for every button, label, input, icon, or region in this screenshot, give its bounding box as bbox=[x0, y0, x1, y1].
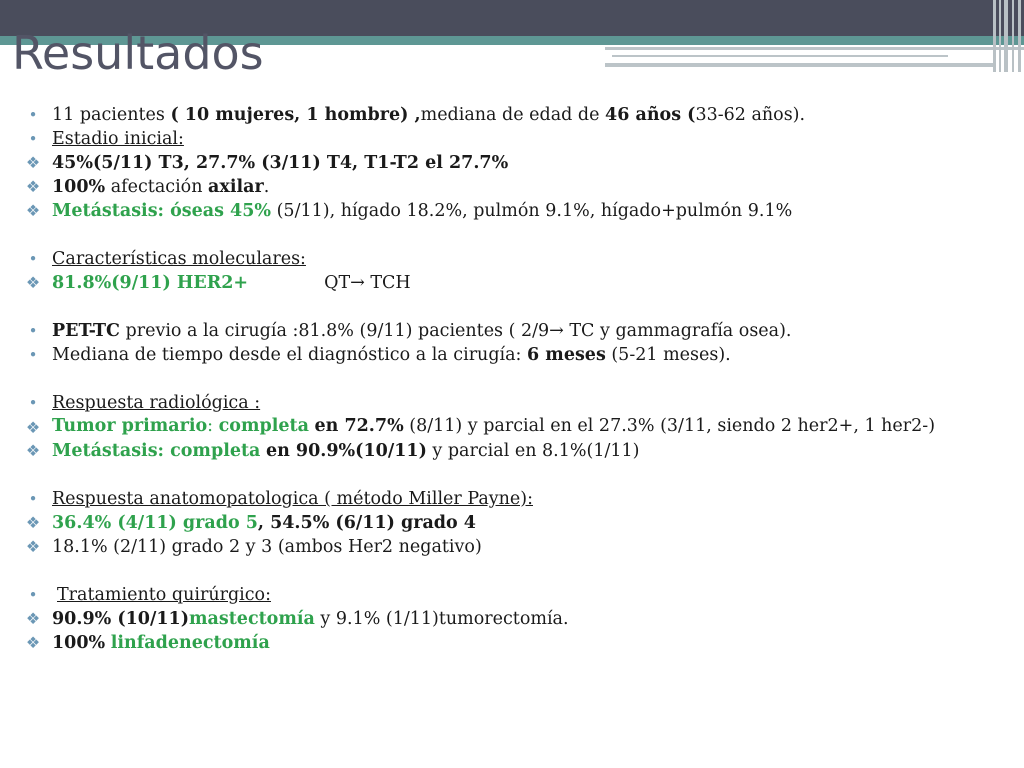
sub-bullet-item bbox=[22, 199, 1012, 223]
text-segment: 36.4% (4/11) grado 5 bbox=[52, 513, 258, 533]
text-segment: (8/11) y parcial en el 27.3% (3/11, siendo 2 her2+, 1 her2-) bbox=[403, 416, 936, 436]
bullet-item bbox=[22, 319, 1012, 343]
text-segment: axilar bbox=[208, 177, 264, 197]
text-segment: Características moleculares: bbox=[52, 249, 306, 269]
bullet-dot-icon: • bbox=[28, 394, 38, 412]
text-segment: PET-TC bbox=[52, 321, 120, 341]
text-segment: Metástasis: óseas 45% bbox=[52, 201, 272, 221]
text-segment: Metástasis: completa bbox=[52, 441, 261, 461]
bullet-item bbox=[22, 247, 1012, 271]
text-segment: ( 10 mujeres, 1 hombre) , bbox=[170, 105, 421, 125]
bullet-dot-icon: • bbox=[28, 322, 38, 340]
header-deco-line bbox=[612, 55, 948, 57]
header-deco-stripe bbox=[1012, 0, 1014, 72]
text-segment: previo a la cirugía :81.8% (9/11) pacientes ( 2/9→ TC y gammagrafía osea). bbox=[119, 321, 792, 341]
bullet-dot-icon: • bbox=[28, 106, 38, 124]
text-segment: 100% bbox=[52, 633, 106, 653]
bullet-item bbox=[22, 127, 1012, 151]
text-segment: QT→ TCH bbox=[324, 273, 411, 293]
text-segment: , 54.5% (6/11) grado 4 bbox=[257, 513, 476, 533]
text-segment: (5-21 meses). bbox=[605, 345, 731, 365]
text-segment: Respuesta radiológica : bbox=[52, 393, 261, 413]
text-segment: mastectomía bbox=[189, 609, 315, 629]
bullet-dot-icon: • bbox=[28, 250, 38, 268]
text-segment: afectación bbox=[105, 177, 209, 197]
line-spacer bbox=[22, 223, 1012, 247]
header-deco-stripe bbox=[1004, 0, 1008, 72]
text-segment: Estadio inicial: bbox=[52, 129, 184, 149]
text-segment: y parcial en 8.1%(1/11) bbox=[426, 441, 640, 461]
text-segment: y 9.1% (1/11)tumorectomía. bbox=[314, 609, 569, 629]
text-segment: 45%(5/11) T3, 27.7% (3/11) T4, T1-T2 el 27.7% bbox=[52, 153, 509, 173]
text-segment: 18.1% (2/11) grado 2 y 3 (ambos Her2 negativo) bbox=[52, 537, 482, 557]
text-segment: 90.9% (10/11) bbox=[52, 609, 190, 629]
header-deco-line bbox=[605, 47, 1024, 50]
text-segment: linfadenectomía bbox=[110, 633, 270, 653]
text-segment: 81.8%(9/11) HER2+ bbox=[52, 273, 249, 293]
text-segment: completa bbox=[218, 416, 309, 436]
text-segment: 11 pacientes bbox=[52, 105, 171, 125]
diamond-bullet-icon: ❖ bbox=[25, 441, 41, 460]
sub-bullet-item bbox=[22, 175, 1012, 199]
line-spacer bbox=[22, 559, 1012, 583]
bullet-item bbox=[22, 343, 1012, 367]
slide-title: Resultados bbox=[12, 26, 264, 80]
text-segment: (5/11), hígado 18.2%, pulmón 9.1%, hígado+pulmón 9.1% bbox=[271, 201, 793, 221]
header-deco-stripe bbox=[999, 0, 1001, 72]
diamond-bullet-icon: ❖ bbox=[25, 418, 41, 437]
bullet-dot-icon: • bbox=[28, 346, 38, 364]
header-deco-line bbox=[605, 63, 995, 67]
sub-bullet-item bbox=[22, 511, 1012, 535]
slide-body bbox=[22, 103, 1012, 655]
text-segment: 46 años ( bbox=[605, 105, 696, 125]
text-segment: 33-62 años). bbox=[695, 105, 806, 125]
bullet-item bbox=[22, 487, 1012, 511]
header-deco-stripe bbox=[993, 0, 996, 72]
diamond-bullet-icon: ❖ bbox=[25, 273, 41, 292]
text-segment: Mediana de tiempo desde el diagnóstico a la cirugía: bbox=[52, 345, 528, 365]
sub-bullet-item bbox=[22, 151, 1012, 175]
diamond-bullet-icon: ❖ bbox=[25, 609, 41, 628]
sub-bullet-item bbox=[22, 607, 1012, 631]
text-segment: en 72.7% bbox=[314, 416, 404, 436]
sub-bullet-item bbox=[22, 271, 1012, 295]
diamond-bullet-icon: ❖ bbox=[25, 537, 41, 556]
header-deco-stripe bbox=[1018, 0, 1021, 72]
bullet-item bbox=[22, 391, 1012, 415]
text-segment: Tumor primario bbox=[52, 416, 208, 436]
bullet-dot-icon: • bbox=[28, 130, 38, 148]
line-spacer bbox=[22, 463, 1012, 487]
diamond-bullet-icon: ❖ bbox=[25, 633, 41, 652]
text-segment: . bbox=[263, 177, 270, 197]
sub-bullet-item bbox=[22, 631, 1012, 655]
diamond-bullet-icon: ❖ bbox=[25, 177, 41, 196]
text-segment: 6 meses bbox=[527, 345, 606, 365]
bullet-item bbox=[22, 103, 1012, 127]
sub-bullet-item bbox=[22, 417, 1012, 436]
bullet-item bbox=[22, 583, 1012, 607]
text-segment: Tratamiento quirúrgico: bbox=[57, 585, 271, 605]
text-segment: : bbox=[207, 416, 219, 436]
text-segment: 100% bbox=[52, 177, 106, 197]
diamond-bullet-icon: ❖ bbox=[25, 201, 41, 220]
line-spacer bbox=[22, 367, 1012, 391]
bullet-dot-icon: • bbox=[28, 586, 38, 604]
diamond-bullet-icon: ❖ bbox=[25, 513, 41, 532]
text-segment: Respuesta anatomopatologica ( método Miller Payne): bbox=[52, 489, 533, 509]
text-segment: mediana de edad de bbox=[420, 105, 606, 125]
diamond-bullet-icon: ❖ bbox=[25, 153, 41, 172]
sub-bullet-item bbox=[22, 535, 1012, 559]
bullet-dot-icon: • bbox=[28, 490, 38, 508]
sub-bullet-item bbox=[22, 439, 1012, 463]
line-spacer bbox=[22, 295, 1012, 319]
text-segment: en 90.9%(10/11) bbox=[265, 441, 427, 461]
